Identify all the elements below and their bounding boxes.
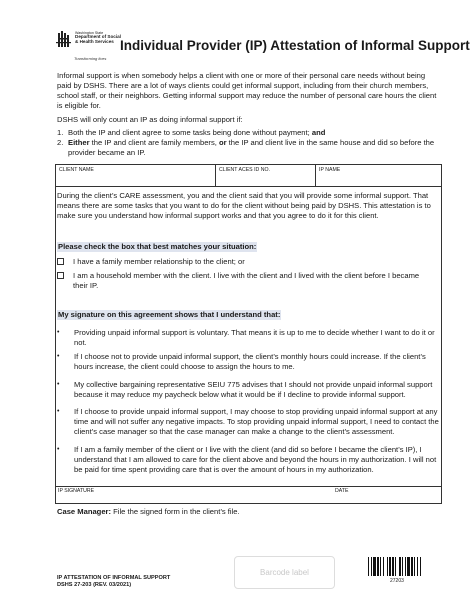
list-item: • If I choose to provide unpaid informal support, I may choose to stop providing unpaid informal support at any time and will not suffer any negative impacts. To stop providing unpaid informal support, I need to contact the client’s case manager so that the case manager can make a change to the client’s assessment.	[57, 407, 439, 436]
logo-agency-text: Washington State Department of Social & Health Services	[75, 31, 121, 44]
client-name-label: CLIENT NAME	[59, 167, 94, 173]
form-header-row	[56, 165, 441, 187]
intro-paragraph: Informal support is when somebody helps a client with one or more of their personal care needs without being paid by DSHS. There are a lot of ways clients could get informal support, including from their church members, school staff, or their neighbors. Getting informal support may reduce the number of personal care hours the client is eligible for.	[57, 71, 437, 110]
list-item: 2. Either the IP and client are family members, or the IP and client live in the same house and did so before the provider became an IP.	[57, 138, 435, 157]
logo-tagline: Transforming lives	[74, 56, 107, 61]
client-id-field[interactable]	[216, 165, 316, 186]
signature-heading: My signature on this agreement shows that I understand that:	[58, 310, 281, 319]
client-id-label: CLIENT ACES ID NO.	[219, 167, 270, 173]
condition-text: DSHS will only count an IP as doing informal support if:	[57, 115, 243, 124]
case-manager-note: Case Manager: File the signed form in the client’s file.	[57, 507, 240, 516]
list-item: • If I choose not to provide unpaid informal support, the client’s monthly hours could increase. If the client’s hours increase, the client could choose to assign the hours to me.	[57, 352, 426, 371]
list-item: 1. Both the IP and client agree to some tasks being done without payment; and	[57, 128, 326, 137]
family-member-checkbox[interactable]	[57, 258, 64, 265]
ip-name-field[interactable]	[316, 165, 441, 186]
page-title: Individual Provider (IP) Attestation of Informal Support	[120, 38, 470, 53]
date-field[interactable]	[335, 488, 348, 494]
attestation-form	[55, 164, 442, 504]
ip-name-label: IP NAME	[319, 167, 341, 173]
condition-list	[57, 128, 442, 158]
barcode-number: 27203	[390, 578, 404, 584]
option-household-member: I am a household member with the client. I live with the client and I lived with the client before I became their IP.	[57, 271, 435, 291]
barcode-label-placeholder: Barcode label	[234, 556, 335, 589]
barcode-icon	[368, 557, 440, 576]
check-heading: Please check the box that best matches your situation:	[58, 242, 257, 251]
list-item: • My collective bargaining representative SEIU 775 advises that I should not provide unpaid informal support because it may reduce my paycheck below what it would be if I decline to provide informal support.	[57, 380, 433, 399]
care-assessment-text: During the client’s CARE assessment, you and the client said that you will provide some informal support. That means there are some tasks that you want to do for the client without being paid by DSHS. This attestation is to make sure you understand how informal support works and that you agree to do it for this client.	[57, 191, 431, 220]
ip-signature-field[interactable]	[58, 488, 94, 494]
option-family-member: I have a family member relationship to the client; or	[57, 257, 435, 267]
form-footer: IP ATTESTATION OF INFORMAL SUPPORT DSHS 27-203 (REV. 03/2021)	[57, 575, 171, 588]
household-member-checkbox[interactable]	[57, 272, 64, 279]
client-name-field[interactable]	[56, 165, 216, 186]
ip-signature-label: IP SIGNATURE	[58, 488, 95, 494]
date-label: DATE	[335, 488, 349, 494]
list-item: • If I am a family member of the client or I live with the client (and did so before I became the client’s IP), I understand that I am allowed to care for the client above and beyond the hours in my authorization. I will not be paid for time spent providing care that is over the amount of hours in my authorization.	[57, 445, 437, 474]
list-item: • Providing unpaid informal support is voluntary. That means it is up to me to decide whether I want to do it or not.	[57, 328, 435, 347]
